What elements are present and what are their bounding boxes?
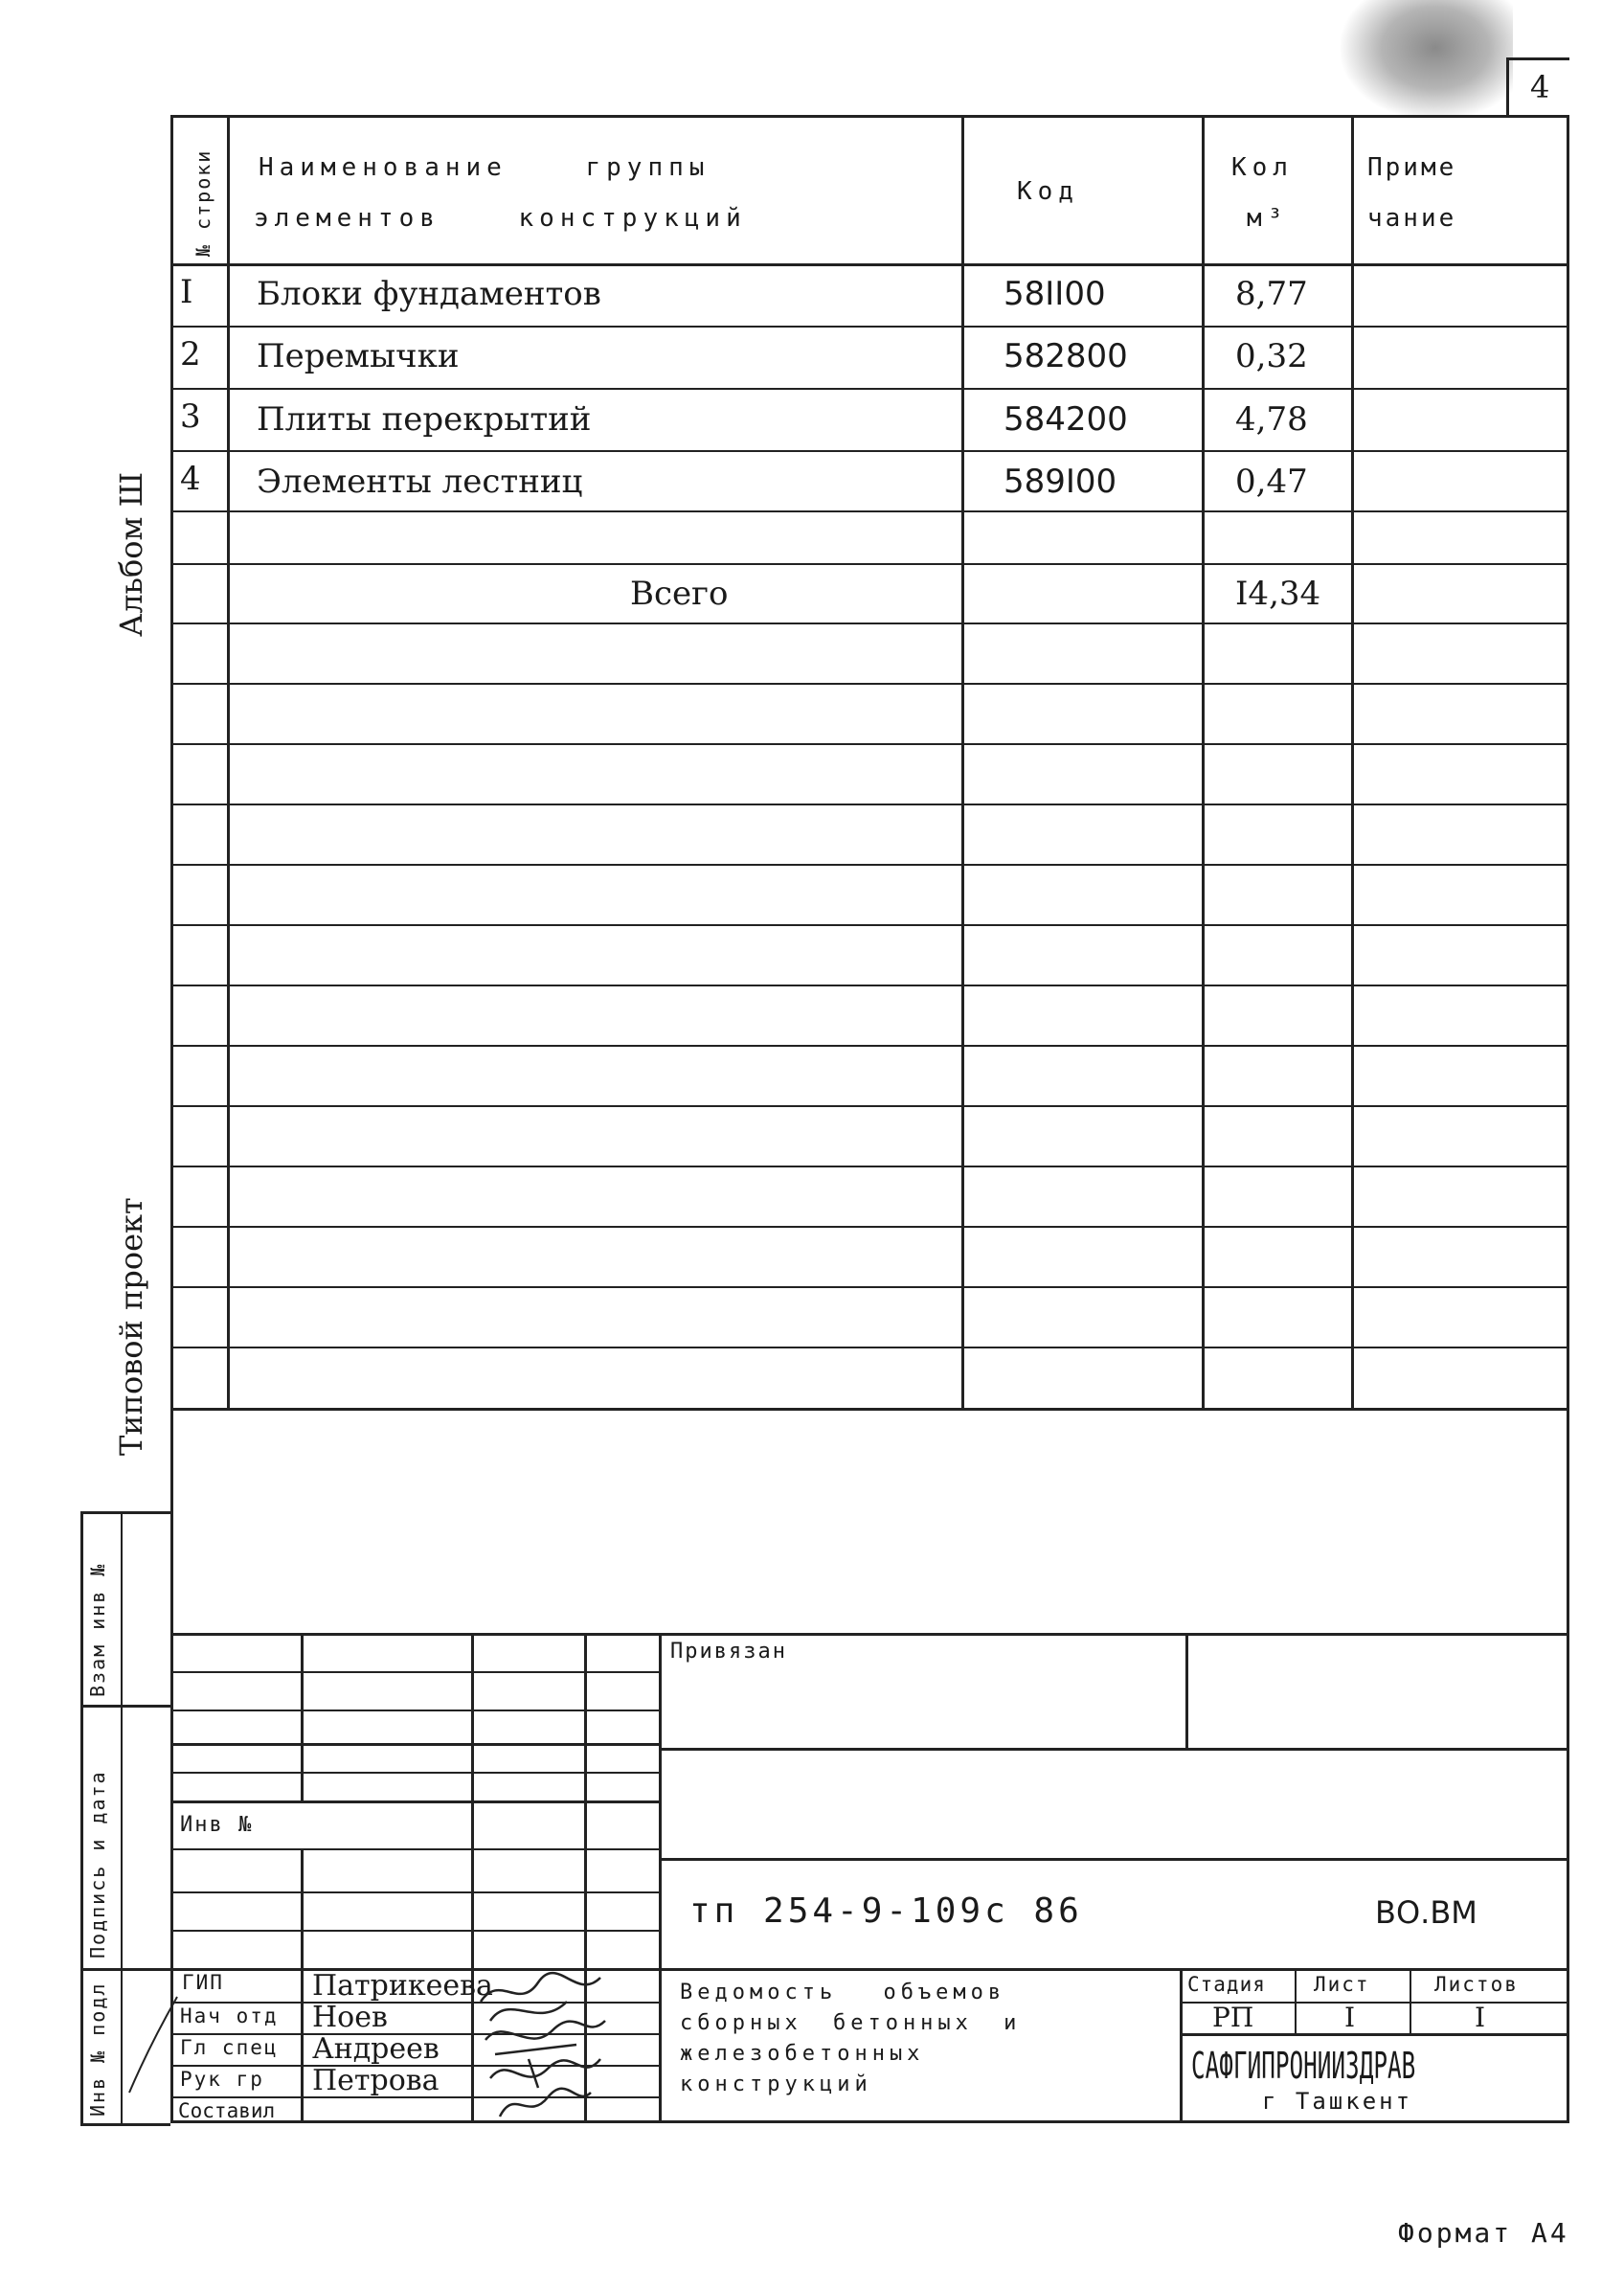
sheet-header: Лист xyxy=(1314,1973,1370,1996)
privyazan-label: Привязан xyxy=(670,1640,787,1664)
organization-name: САФГИПРОНИИЗДРАВ xyxy=(1191,2045,1416,2087)
header-name-line1: Наименование группы xyxy=(259,153,710,182)
header-name-line2: элементов конструкций xyxy=(254,204,747,233)
side-album-label: Альбом Ш xyxy=(113,471,149,637)
sheets-value: I xyxy=(1475,2002,1486,2033)
stamp-smudge xyxy=(1341,0,1513,120)
header-qty-line1: Кол xyxy=(1231,153,1294,182)
header-qty-line2: м³ xyxy=(1247,204,1289,233)
side-project-label: Типовой проект xyxy=(113,1197,149,1456)
header-code: Код xyxy=(1017,177,1079,206)
sheet-value: I xyxy=(1344,2002,1356,2033)
row-qty: 0,47 xyxy=(1235,463,1308,501)
doc-title-line2: сборных бетонных и xyxy=(680,2011,1022,2035)
name-gl-spec: Андреев xyxy=(312,2032,440,2066)
format-label: Формат А4 xyxy=(1398,2217,1569,2249)
row-code: 589I00 xyxy=(1004,463,1117,501)
side-vzam-label: Взам инв № xyxy=(86,1562,109,1697)
row-name: Плиты перекрытий xyxy=(257,400,592,439)
row-name: Блоки фундаментов xyxy=(257,275,601,313)
doc-title-line3: железобетонных xyxy=(680,2042,925,2066)
header-row-no: № строки xyxy=(192,148,214,257)
role-gip: ГИП xyxy=(182,1971,224,1994)
side-podpis-label: Подпись и дата xyxy=(86,1770,109,1959)
role-ruk-gr: Рук гр xyxy=(180,2068,264,2091)
role-nach-otd: Нач отд xyxy=(180,2004,279,2027)
row-qty: 0,32 xyxy=(1235,337,1308,375)
document-code: тп 254-9-109с 86 xyxy=(689,1891,1083,1931)
row-qty: 8,77 xyxy=(1235,275,1308,313)
organization-city: г Ташкент xyxy=(1262,2088,1413,2115)
stage-header: Стадия xyxy=(1187,1973,1266,1996)
doc-title-line1: Ведомость объемов xyxy=(680,1981,1006,2004)
row-number: 2 xyxy=(180,335,201,374)
row-qty: 4,78 xyxy=(1235,400,1308,439)
sheets-header: Листов xyxy=(1434,1973,1519,1996)
header-note-line2: чание xyxy=(1367,204,1457,233)
doc-title-line4: конструкций xyxy=(680,2072,872,2096)
sheet-code: ВО.ВМ xyxy=(1375,1894,1477,1931)
side-slash-mark xyxy=(124,1992,182,2097)
row-code: 58II00 xyxy=(1004,275,1106,313)
stage-value: РП xyxy=(1212,2002,1254,2033)
side-inv-podl-label: Инв № подл xyxy=(86,1981,109,2117)
row-number: 4 xyxy=(180,460,201,498)
role-sostavil: Составил xyxy=(178,2099,276,2122)
row-number: 3 xyxy=(180,397,201,436)
signatures-image xyxy=(471,1963,624,2126)
name-gip: Патрикеева xyxy=(312,1969,493,2003)
name-nach-otd: Ноев xyxy=(312,2001,388,2034)
header-note-line1: Приме xyxy=(1367,153,1457,182)
page-number: 4 xyxy=(1530,69,1550,105)
inv-number-label: Инв № xyxy=(180,1813,254,1837)
row-name: Элементы лестниц xyxy=(257,463,583,501)
row-code: 582800 xyxy=(1004,337,1128,375)
role-gl-spec: Гл спец xyxy=(180,2036,279,2059)
row-number: I xyxy=(180,273,193,311)
row-code: 584200 xyxy=(1004,400,1128,439)
name-ruk-gr: Петрова xyxy=(312,2064,440,2097)
total-label: Всего xyxy=(630,575,729,613)
row-name: Перемычки xyxy=(257,337,460,375)
total-value: I4,34 xyxy=(1235,575,1321,613)
